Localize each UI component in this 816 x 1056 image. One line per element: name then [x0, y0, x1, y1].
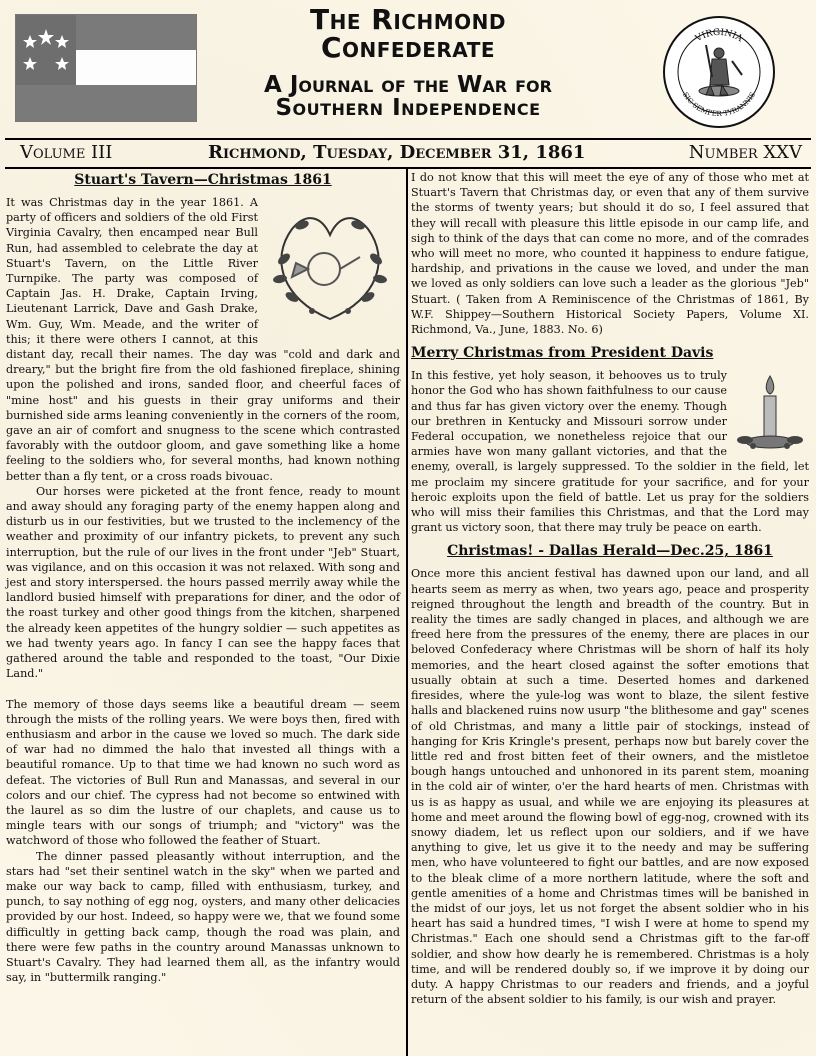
dallas-herald-paragraph: Once more this ancient festival has dawned upon our land, and all hearts seem as merry as when, two years ago, peace and prosperity reigned throughout the length and breadth of the country. But in reality the times are sadly changed in places, and although we are freed here from the pressures of the enemy, there are places in our beloved Confederacy where Christmas will be shorn of half its holy memories, and the heart closed against the softer emotions that usually obtain at such a time. Deserted homes and darkened firesides, where the yule-log was wont to blaze, the silent festive halls and blackened ruins now usurp "the blithesome and gay" scenes of old Christmas, and many a little pair of stockings, instead of hanging for Kris Kringle's present, perhaps now but barely cover the little red and frost bitten feet of their owners, and the mistletoe bough hangs untouched and unhonored in its parent stem, moaning in the cold air of winter, o'er the hard hearts of men. Christmas with us is as happy as usual, and while we are enjoying its pleasures at home and meet around the flowing bowl of egg-nog, crowned with its snowy diadem, let us reflect upon our soldiers, and if we have anything to give, let us give it to the needy and may be suffering men, who have volunteered to fight our battles, and are now exposed to the bleak clime of a more northern latitude, where the soft and gentle amenities of a home and Christmas times will be banished in the midst of our joys, let us not forget the absent soldier who in his heart has said a hundred times, "I wish I were at home to spend my Christmas." Each one should send a Christmas gift to the far-off soldier, and show how dearly he is remembered. Christmas is a holy time, and will be rendered doubly so, if we improve it by doing our duty. A happy Christmas to our readers and friends, and a joyful return of the absent soldier to his family, is our wish and prayer.: [411, 567, 809, 1007]
dallas-herald-headline: Christmas! - Dallas Herald—Dec.25, 1861: [447, 543, 773, 560]
svg-text:SIC SEMPER TYRANNIS: SIC SEMPER TYRANNIS: [680, 90, 758, 118]
masthead-title-line2: Confederate: [320, 31, 495, 64]
candle-icon: [731, 370, 809, 456]
star-icon: [16, 15, 76, 85]
stuarts-tavern-headline: Stuart's Tavern—Christmas 1861: [74, 172, 332, 188]
dateline: Richmond, Tuesday, December 31, 1861: [208, 142, 586, 163]
confederate-flag-image: [15, 14, 197, 122]
masthead-rule-top: [5, 138, 811, 140]
issue-line: [8, 142, 808, 164]
volume-label: Volume III: [20, 142, 113, 163]
stuarts-paragraph-1: It was Christmas day in the year 1861. A party of officers and soldiers of the old First Virginia Cavalry, then encamped near Bull Run, had assembled to celebrate the day at Stuart's Tavern, on the Little River Turnpike. The party was composed of Captain Jas. H. Drake, Captain Irving, Lieutenant Larrick, Dave and Gash Drake, Wm. Guy, Wm. Meade, and the writer of this; it there were others I cannot, at this distant day, recall their names. The day was "cold and dark and dreary," but the bright fire from the old fashioned fireplace, shining upon the polished and irons, sanded floor, and cheerful faces of "mine host" and his guests in their gray uniforms and their burnished side arms leaning conveniently in the corners of the room, gave an air of comfort and snugness to the scene which contrasted favorably with the outdoor gloom, and gave something like a home feeling to the soldiers who, for several months, had known nothing better than a fly tent, or a cross roads bivouac.: [6, 196, 400, 483]
masthead-subtitle-line2: Southern Independence: [275, 95, 541, 121]
svg-text:VIRGINIA: VIRGINIA: [694, 27, 744, 45]
masthead-subtitle-line1: A Journal of the War for: [264, 72, 552, 98]
davis-headline: Merry Christmas from President Davis: [411, 345, 714, 362]
davis-paragraph: In this festive, yet holy season, it behooves us to truly honor the God who has shown faithfulness to our cause and thus far has given victory over the enemy. Though our brethren in Kentucky and Missouri sorrow under Federal occupation, we nonetheless rejoice that our armies have won many gallant victories, and that the enemy, overall, is largely suppressed. To the soldier in the field, let me proclaim my sincere gratitude for your sacrifice, and for your heroic exploits upon the field of battle. Let us pray for the soldiers who will miss their families this Christmas, and that the Lord may grant us victory soon, that there may truly be peace on earth.: [411, 369, 809, 535]
stuarts-paragraph-4: The dinner passed pleasantly without interruption, and the stars had "set their sentinel watch in the sky" when we parted and make our way back to camp, filled with enthusiasm, turkey, and punch, to say nothing of egg nog, oysters, and many other delicacies provided by our host. Indeed, so happy were we, that we found some difficultly in getting back camp, though the road was plain, and there were few paths in the country around Manassas unknown to Stuart's Cavalry. They had learned them all, as the infantry would say, in "buttermilk ranging.": [6, 849, 400, 985]
masthead-title-block: [200, 3, 616, 121]
stuarts-paragraph-2: Our horses were picketed at the front fence, ready to mount and away should any foraging party of the enemy happen along and disturb us in our festivities, but we trusted to the inclemency of the weather and proximity of our infantry pickets, to prevent any such interruption, but the rule of our lives in the front under "Jeb" Stuart, was vigilance, and on this occasion it was not relaxed. With song and jest and story interspersed. the hours passed merrily away while the landlord busied himself with preparations for diner, and the odor of the roast turkey and other good things from the kitchen, sharpened the already keen appetites of the hungry soldier — such appetites as we had twenty years ago. In fancy I can see the happy faces that gathered around the table and responded to the toast, "Our Dixie Land.": [6, 484, 400, 681]
issue-number: Number XXV: [688, 142, 802, 163]
wreath-horn-icon: [262, 199, 398, 334]
stuarts-paragraph-3: The memory of those days seems like a beautiful dream — seem through the mists of the rolling years. We were boys then, fired with enthusiasm and arbor in the cause we loved so much. The dark side of war had no dimmed the halo that invested all things with a beautiful romance. Up to that time we had known no such word as defeat. The victories of Bull Run and Manassas, and several in our colors and our chief. The cypress had not become so entwined with the laurel as so dim the lustre of our chaplets, and cause us to mingle tears with our songs of triumph; and "victory" was the watchword of those who followed the feather of Stuart.: [6, 697, 400, 848]
left-column: [6, 170, 400, 985]
stuarts-paragraph-5: I do not know that this will meet the eye of any of those who met at Stuart's Tavern that Christmas day, or even that any of them survive the storms of twenty years; but should it do so, I feel assured that they will recall with pleasure this little episode in our camp life, and sigh to think of the days that can come no more, and of the comrades who will meet no more, who counted it happiness to endure fatigue, hardship, and privations in the cause we loved, and under the man we loved as only soldiers can love such a leader as the glorious "Jeb" Stuart. ( Taken from A Reminiscence of the Christmas of 1861, By W.F. Shippey—Southern Historical Society Papers, Volume XI. Richmond, Va., June, 1883. No. 6): [411, 171, 809, 337]
masthead-rule-bottom: [5, 167, 811, 169]
right-column: [411, 170, 809, 1007]
virginia-seal-icon: [662, 15, 776, 129]
masthead-title-line1: The Richmond: [310, 3, 506, 36]
column-divider: [406, 169, 408, 1056]
